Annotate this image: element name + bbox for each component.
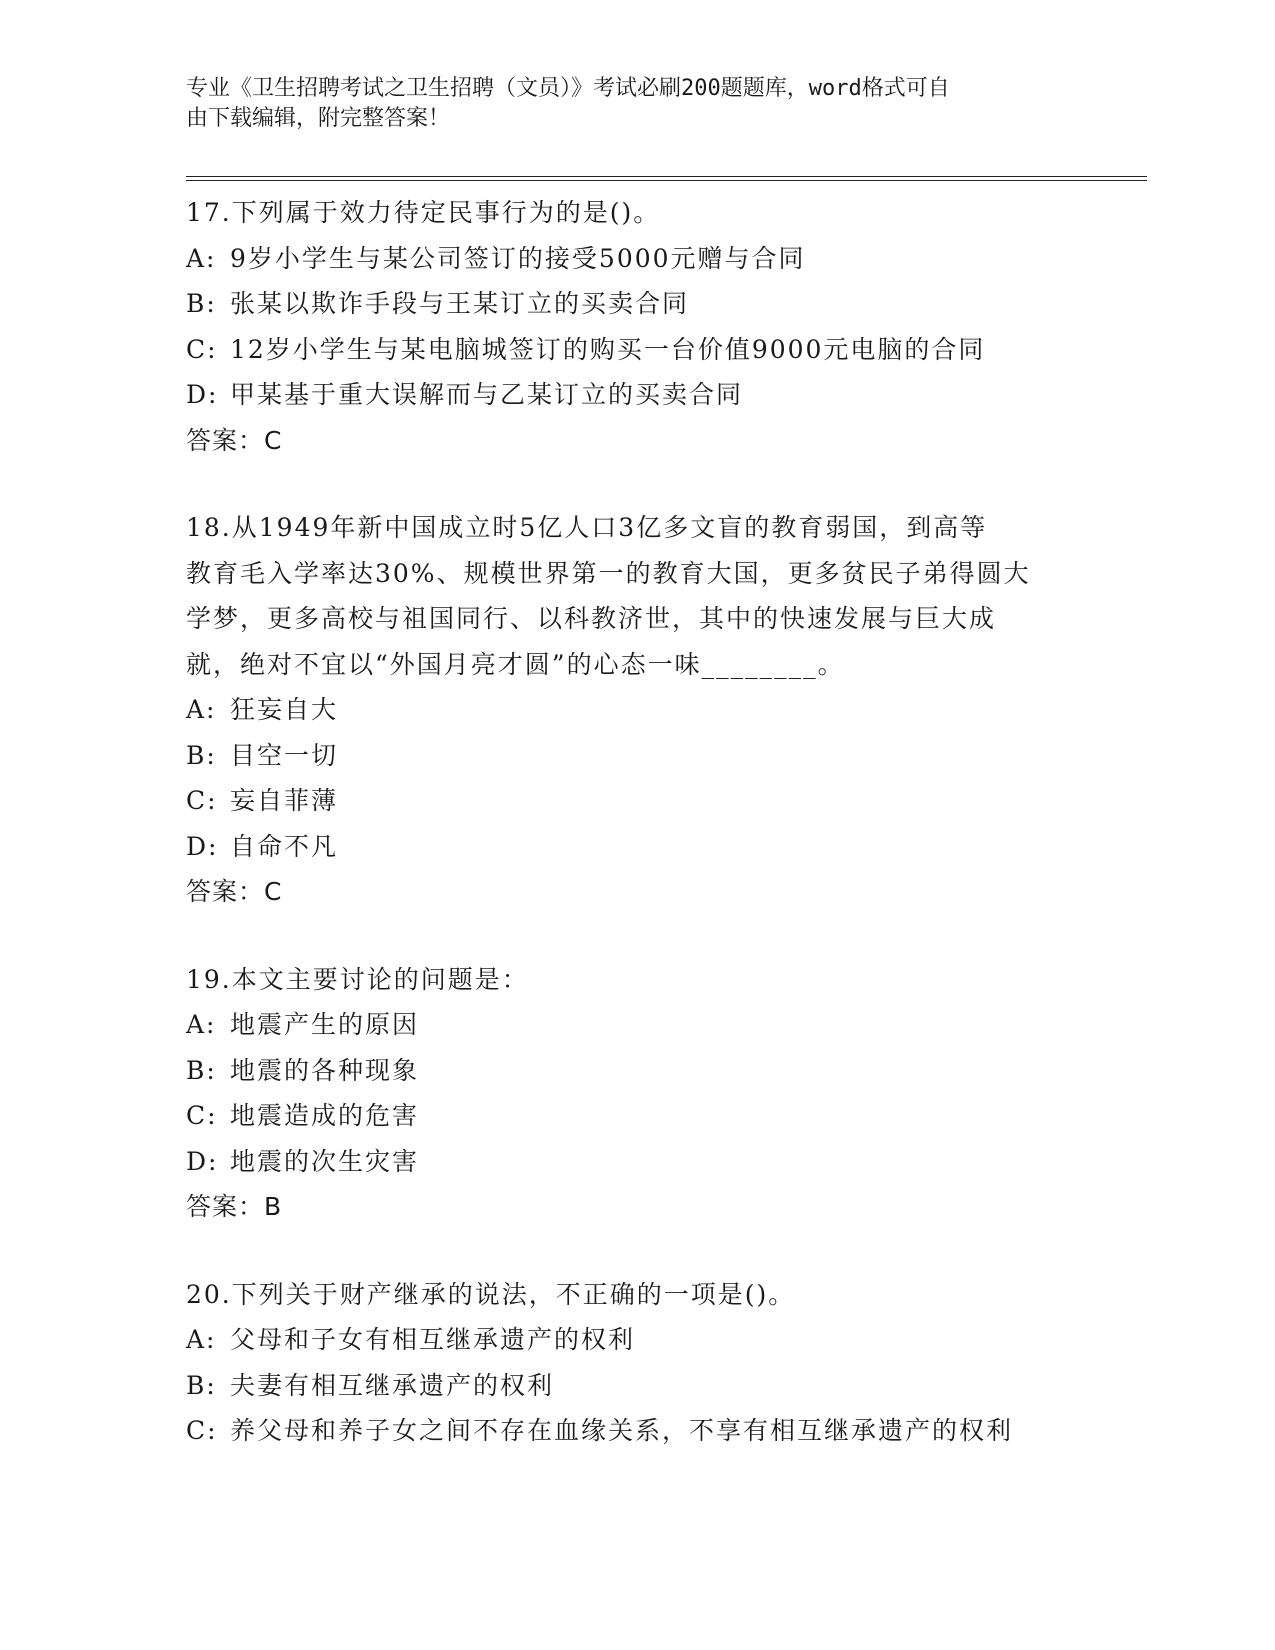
question-stem-line: 19.本文主要讨论的问题是：	[186, 964, 529, 994]
option-item	[186, 281, 1146, 327]
option-letter: D:	[186, 380, 219, 409]
option-text: 地震产生的原因	[230, 1010, 420, 1039]
option-item	[186, 372, 1146, 418]
option-letter: A:	[186, 1010, 217, 1039]
option-item	[186, 236, 1146, 282]
option-letter: C:	[186, 334, 218, 364]
option-letter: C:	[186, 1101, 218, 1130]
question-block	[186, 505, 1146, 915]
question-stem-line: 教育毛入学率达30%、规模世界第一的教育大国，更多贫民子弟得圆大	[186, 558, 1031, 588]
option-letter: B:	[186, 1370, 217, 1400]
option-item	[186, 824, 1146, 870]
question-spacer	[186, 915, 1146, 957]
option-item	[186, 1093, 1146, 1139]
option-letter: A:	[186, 1325, 217, 1354]
question-block	[186, 190, 1146, 463]
option-text: 地震的各种现象	[230, 1055, 420, 1085]
option-text: 地震的次生灾害	[230, 1146, 420, 1176]
option-letter: C:	[186, 786, 218, 815]
option-item	[186, 327, 1146, 373]
option-text: 甲某基于重大误解而与乙某订立的买卖合同	[230, 380, 744, 409]
option-text: 养父母和养子女之间不存在血缘关系，不享有相互继承遗产的权利	[230, 1416, 1014, 1445]
option-letter: B:	[186, 740, 217, 770]
answer-line: 答案：C	[186, 877, 283, 906]
header-line-2: 由下载编辑，附完整答案！	[186, 106, 451, 131]
question-spacer	[186, 1230, 1146, 1272]
answer-line: 答案：B	[186, 1192, 283, 1221]
option-item	[186, 1363, 1146, 1409]
option-item	[186, 687, 1146, 733]
question-stem-line: 学梦，更多高校与祖国同行、以科教济世，其中的快速发展与巨大成	[186, 604, 997, 633]
option-text: 夫妻有相互继承遗产的权利	[230, 1370, 555, 1400]
question-list	[186, 190, 1146, 1454]
option-letter: B:	[186, 289, 217, 318]
option-text: 狂妄自大	[230, 695, 339, 724]
option-text: 12岁小学生与某电脑城签订的购买一台价值9000元电脑的合同	[230, 334, 986, 364]
header-line-1: 专业《卫生招聘考试之卫生招聘（文员）》考试必刷200题题库，word格式可自	[186, 76, 950, 101]
question-stem-line: 就，绝对不宜以“外国月亮才圆”的心态一味________。	[186, 649, 845, 679]
option-letter: D:	[186, 831, 219, 861]
option-text: 目空一切	[230, 740, 339, 770]
option-letter: D:	[186, 1146, 219, 1176]
option-item	[186, 1139, 1146, 1185]
option-item	[186, 778, 1146, 824]
option-letter: C:	[186, 1416, 218, 1445]
option-item	[186, 1048, 1146, 1094]
question-stem-line: 17.下列属于效力待定民事行为的是()。	[186, 198, 661, 227]
header-double-rule	[186, 176, 1147, 181]
answer-line: 答案：C	[186, 425, 283, 455]
option-item	[186, 1317, 1146, 1363]
question-block	[186, 957, 1146, 1230]
option-text: 父母和子女有相互继承遗产的权利	[230, 1325, 636, 1354]
option-letter: B:	[186, 1055, 217, 1085]
document-header	[186, 74, 1086, 134]
option-text: 妄自菲薄	[230, 786, 339, 815]
question-stem-line: 18.从1949年新中国成立时5亿人口3亿多文盲的教育弱国，到高等	[186, 513, 988, 542]
option-text: 地震造成的危害	[230, 1101, 420, 1130]
question-block	[186, 1272, 1146, 1454]
question-spacer	[186, 463, 1146, 505]
question-stem-line: 20.下列关于财产继承的说法，不正确的一项是()。	[186, 1279, 796, 1309]
option-text: 张某以欺诈手段与王某订立的买卖合同	[230, 289, 690, 318]
option-item	[186, 1408, 1146, 1454]
option-text: 自命不凡	[230, 831, 339, 861]
option-letter: A:	[186, 243, 217, 273]
option-item	[186, 1002, 1146, 1048]
option-text: 9岁小学生与某公司签订的接受5000元赠与合同	[230, 243, 806, 273]
option-letter: A:	[186, 695, 217, 724]
option-item	[186, 733, 1146, 779]
